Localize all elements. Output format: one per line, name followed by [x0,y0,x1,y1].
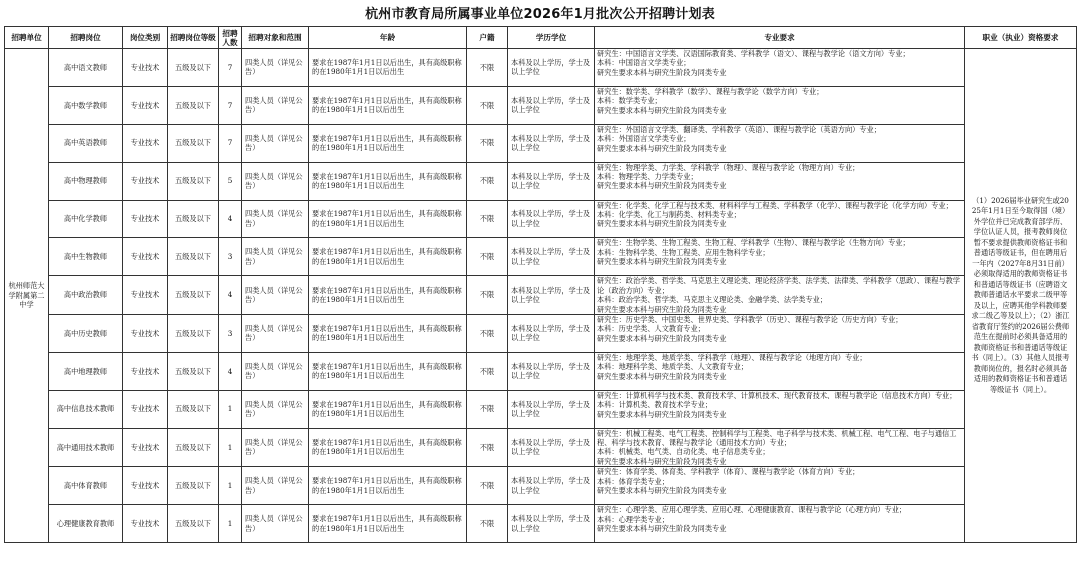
degree-cell: 本科及以上学历，学士及以上学位 [508,124,595,162]
age-cell: 要求在1987年1月1日以后出生，具有高级职称的在1980年1月1日以后出生 [309,276,467,315]
hukou-cell: 不限 [467,86,508,124]
major-line: 本科：外国语言文学类专业； [597,134,691,144]
hukou-cell: 不限 [467,200,508,238]
degree-cell: 本科及以上学历，学士及以上学位 [508,390,595,428]
table-row [5,352,1077,390]
category-cell: 专业技术 [123,238,168,276]
age-cell: 要求在1987年1月1日以后出生，具有高级职称的在1980年1月1日以后出生 [309,314,467,352]
degree-cell: 本科及以上学历，学士及以上学位 [508,162,595,200]
age-cell: 要求在1987年1月1日以后出生，具有高级职称的在1980年1月1日以后出生 [309,238,467,276]
target-cell: 四类人员（详见公告） [242,467,309,505]
header-major: 专业要求 [595,27,965,49]
hukou-cell: 不限 [467,124,508,162]
category-cell: 专业技术 [123,86,168,124]
major-cell [595,428,965,467]
major-line: 本科：中国语言文学类专业； [597,58,691,68]
post-cell: 高中通用技术教师 [49,428,123,467]
age-cell: 要求在1987年1月1日以后出生，具有高级职称的在1980年1月1日以后出生 [309,162,467,200]
post-cell: 高中语文教师 [49,49,123,87]
category-cell: 专业技术 [123,124,168,162]
age-cell: 要求在1987年1月1日以后出生，具有高级职称的在1980年1月1日以后出生 [309,352,467,390]
major-line: 研究生要求本科与研究生阶段为同类专业 [597,219,727,229]
major-line: 研究生要求本科与研究生阶段为同类专业 [597,143,727,153]
post-cell: 高中历史教师 [49,314,123,352]
post-cell: 高中体育教师 [49,467,123,505]
count-cell: 1 [219,505,242,543]
table-row [5,162,1077,200]
count-cell: 7 [219,86,242,124]
age-cell: 要求在1987年1月1日以后出生，具有高级职称的在1980年1月1日以后出生 [309,49,467,87]
count-cell: 7 [219,49,242,87]
major-line: 研究生要求本科与研究生阶段为同类专业 [597,371,727,381]
target-cell: 四类人员（详见公告） [242,49,309,87]
grade-cell: 五级及以下 [168,200,219,238]
header-grade: 招聘岗位等级 [168,27,219,49]
target-cell: 四类人员（详见公告） [242,86,309,124]
major-line: 本科：机械类、电气类、自动化类、电子信息类专业； [597,447,770,457]
recruitment-table [4,26,1077,543]
major-line: 研究生要求本科与研究生阶段为同类专业 [597,456,727,466]
major-line: 研究生要求本科与研究生阶段为同类专业 [597,67,727,77]
table-row [5,276,1077,315]
table-body [5,49,1077,543]
category-cell: 专业技术 [123,505,168,543]
major-cell [595,314,965,352]
grade-cell: 五级及以下 [168,352,219,390]
degree-cell: 本科及以上学历，学士及以上学位 [508,467,595,505]
major-line: 研究生：体育学类、体育类、学科教学（体育）、课程与教学论（体育方向）专业； [597,467,860,477]
grade-cell: 五级及以下 [168,467,219,505]
category-cell: 专业技术 [123,428,168,467]
degree-cell: 本科及以上学历，学士及以上学位 [508,276,595,315]
grade-cell: 五级及以下 [168,162,219,200]
category-cell: 专业技术 [123,352,168,390]
table-row [5,86,1077,124]
table-row [5,314,1077,352]
header-age: 年龄 [309,27,467,49]
hukou-cell: 不限 [467,276,508,315]
degree-cell: 本科及以上学历，学士及以上学位 [508,200,595,238]
grade-cell: 五级及以下 [168,390,219,428]
age-cell: 要求在1987年1月1日以后出生，具有高级职称的在1980年1月1日以后出生 [309,124,467,162]
major-cell [595,200,965,238]
major-line: 研究生：机械工程类、电气工程类、控制科学与工程类、电子科学与技术类、机械工程、电气工程、电子与通信工程、科学与技术教育、课程与教学论（通用技术方向）专业； [597,428,957,448]
count-cell: 4 [219,352,242,390]
header-category: 岗位类别 [123,27,168,49]
target-cell: 四类人员（详见公告） [242,352,309,390]
degree-cell: 本科及以上学历，学士及以上学位 [508,238,595,276]
age-cell: 要求在1987年1月1日以后出生，具有高级职称的在1980年1月1日以后出生 [309,467,467,505]
major-line: 研究生：生物学类、生物工程类、生物工程、学科教学（生物）、课程与教学论（生物方向）专业； [597,238,910,248]
post-cell: 高中物理教师 [49,162,123,200]
major-line: 研究生要求本科与研究生阶段为同类专业 [597,523,727,533]
table-title: 杭州市教育局所属事业单位2026年1月批次公开招聘计划表 [365,7,715,22]
grade-cell: 五级及以下 [168,428,219,467]
target-cell: 四类人员（详见公告） [242,428,309,467]
grade-cell: 五级及以下 [168,505,219,543]
major-cell [595,124,965,162]
major-line: 本科：计算机类、教育技术学专业； [597,400,713,410]
degree-cell: 本科及以上学历，学士及以上学位 [508,505,595,543]
major-cell [595,390,965,428]
major-line: 本科：数学类专业； [597,96,662,106]
header-count: 招聘人数 [219,27,242,49]
post-cell: 高中化学教师 [49,200,123,238]
category-cell: 专业技术 [123,276,168,315]
header-unit: 招聘单位 [5,27,49,49]
major-cell [595,162,965,200]
target-cell: 四类人员（详见公告） [242,314,309,352]
count-cell: 1 [219,428,242,467]
major-cell [595,352,965,390]
major-line: 研究生：计算机科学与技术类、教育技术学、计算机技术、现代教育技术、课程与教学论（信息技术方向）专业； [597,390,957,400]
hukou-cell: 不限 [467,467,508,505]
major-line: 研究生要求本科与研究生阶段为同类专业 [597,181,727,191]
major-line: 研究生：心理学类、应用心理学类、应用心理、心理健康教育、课程与教学论（心理方向）专业； [597,505,907,515]
post-cell: 心理健康教育教师 [49,505,123,543]
grade-cell: 五级及以下 [168,314,219,352]
header-hukou: 户籍 [467,27,508,49]
major-line: 研究生：中国语言文学类、汉语国际教育类、学科教学（语文）、课程与教学论（语文方向）专业； [597,49,910,58]
table-row [5,49,1077,87]
table-row [5,390,1077,428]
hukou-cell: 不限 [467,390,508,428]
major-line: 研究生：外国语言文学类、翻译类、学科教学（英语）、课程与教学论（英语方向）专业； [597,124,881,134]
hukou-cell: 不限 [467,352,508,390]
post-cell: 高中数学教师 [49,86,123,124]
major-line: 研究生：地理学类、地质学类、学科教学（地理）、课程与教学论（地理方向）专业； [597,352,867,362]
post-cell: 高中政治教师 [49,276,123,315]
target-cell: 四类人员（详见公告） [242,200,309,238]
degree-cell: 本科及以上学历，学士及以上学位 [508,352,595,390]
category-cell: 专业技术 [123,162,168,200]
major-line: 研究生要求本科与研究生阶段为同类专业 [597,304,727,314]
grade-cell: 五级及以下 [168,238,219,276]
target-cell: 四类人员（详见公告） [242,162,309,200]
major-line: 研究生：政治学类、哲学类、马克思主义理论类、理论经济学类、法学类、法律类、学科教学（思政）、课程与教学论（政治方向）专业； [597,276,960,295]
age-cell: 要求在1987年1月1日以后出生，具有高级职称的在1980年1月1日以后出生 [309,200,467,238]
major-cell [595,86,965,124]
major-line: 研究生：历史学类、中国史类、世界史类、学科教学（历史）、课程与教学论（历史方向）专业； [597,314,903,324]
major-line: 本科：政治学类、哲学类、马克思主义理论类、金融学类、法学类专业； [597,295,828,305]
major-line: 研究生要求本科与研究生阶段为同类专业 [597,409,727,419]
count-cell: 5 [219,162,242,200]
age-cell: 要求在1987年1月1日以后出生，具有高级职称的在1980年1月1日以后出生 [309,505,467,543]
major-line: 本科：化学类、化工与制药类、材料类专业； [597,209,741,219]
header-target: 招聘对象和范围 [242,27,309,49]
count-cell: 4 [219,276,242,315]
major-cell [595,276,965,315]
category-cell: 专业技术 [123,200,168,238]
category-cell: 专业技术 [123,467,168,505]
major-cell [595,505,965,543]
table-row [5,238,1077,276]
major-line: 研究生要求本科与研究生阶段为同类专业 [597,333,727,343]
age-cell: 要求在1987年1月1日以后出生，具有高级职称的在1980年1月1日以后出生 [309,428,467,467]
age-cell: 要求在1987年1月1日以后出生，具有高级职称的在1980年1月1日以后出生 [309,86,467,124]
category-cell: 专业技术 [123,314,168,352]
major-cell [595,49,965,87]
table-row [5,124,1077,162]
table-row [5,428,1077,467]
degree-cell: 本科及以上学历，学士及以上学位 [508,49,595,87]
header-post: 招聘岗位 [49,27,123,49]
target-cell: 四类人员（详见公告） [242,276,309,315]
post-cell: 高中英语教师 [49,124,123,162]
qualification-cell: （1）2026届毕业研究生或2025年1月1日至今取得国（境）外学位并已完成教育部学历、学位认证人员，报考教师岗位暂不要求提供教师资格证书和普通话等级证书，但在聘用后一年内（2027年8月31日前）必须取得适用的教师资格证书和普通话等级证书（应聘语文教师普通话水平要求二级甲等及以上，应聘其他学科教师要求二级乙等及以上）；（2）浙江省教育厅签约的2026届公费师范生在提前时必须具备适用的教师资格证书和普通话等级证书（同上）。（3）其他人员报考教师岗位的，报名时必须具备适用的教师资格证书和普通话等级证书（同上）。 [965,49,1077,543]
post-cell: 高中生物教师 [49,238,123,276]
hukou-cell: 不限 [467,428,508,467]
major-line: 研究生要求本科与研究生阶段为同类专业 [597,105,727,115]
grade-cell: 五级及以下 [168,276,219,315]
header-row [5,27,1077,49]
grade-cell: 五级及以下 [168,124,219,162]
category-cell: 专业技术 [123,390,168,428]
major-line: 本科：生物科学类、生物工程类、应用生物科学专业； [597,247,770,257]
count-cell: 1 [219,467,242,505]
age-cell: 要求在1987年1月1日以后出生，具有高级职称的在1980年1月1日以后出生 [309,390,467,428]
major-cell [595,238,965,276]
table-row [5,467,1077,505]
degree-cell: 本科及以上学历，学士及以上学位 [508,86,595,124]
grade-cell: 五级及以下 [168,49,219,87]
major-cell [595,467,965,505]
hukou-cell: 不限 [467,314,508,352]
target-cell: 四类人员（详见公告） [242,124,309,162]
major-line: 研究生要求本科与研究生阶段为同类专业 [597,486,727,496]
grade-cell: 五级及以下 [168,86,219,124]
table-row [5,505,1077,543]
count-cell: 3 [219,238,242,276]
count-cell: 1 [219,390,242,428]
target-cell: 四类人员（详见公告） [242,390,309,428]
major-line: 本科：体育学类专业； [597,476,669,486]
target-cell: 四类人员（详见公告） [242,505,309,543]
major-line: 本科：历史学类、人文教育专业； [597,324,705,334]
hukou-cell: 不限 [467,49,508,87]
major-line: 研究生：化学类、化学工程与技术类、材料科学与工程类、学科教学（化学）、课程与教学论（化学方向）专业； [597,200,953,210]
unit-cell: 杭州师范大学附属第二中学 [5,49,49,543]
major-line: 研究生：数学类、学科教学（数学）、课程与教学论（数学方向）专业； [597,86,824,96]
target-cell: 四类人员（详见公告） [242,238,309,276]
major-line: 研究生要求本科与研究生阶段为同类专业 [597,257,727,267]
major-line: 本科：物理学类、力学类专业； [597,172,698,182]
count-cell: 4 [219,200,242,238]
post-cell: 高中信息技术教师 [49,390,123,428]
count-cell: 3 [219,314,242,352]
hukou-cell: 不限 [467,238,508,276]
major-line: 本科：心理学类专业； [597,514,669,524]
post-cell: 高中地理教师 [49,352,123,390]
count-cell: 7 [219,124,242,162]
major-line: 本科：地理科学类、地质学类、人文教育专业； [597,362,748,372]
category-cell: 专业技术 [123,49,168,87]
hukou-cell: 不限 [467,505,508,543]
degree-cell: 本科及以上学历，学士及以上学位 [508,428,595,467]
header-qualification: 职业（执业）资格要求 [965,27,1077,49]
hukou-cell: 不限 [467,162,508,200]
header-degree: 学历学位 [508,27,595,49]
table-row [5,200,1077,238]
degree-cell: 本科及以上学历，学士及以上学位 [508,314,595,352]
major-line: 研究生：物理学类、力学类、学科教学（物理）、课程与教学论（物理方向）专业； [597,162,860,172]
